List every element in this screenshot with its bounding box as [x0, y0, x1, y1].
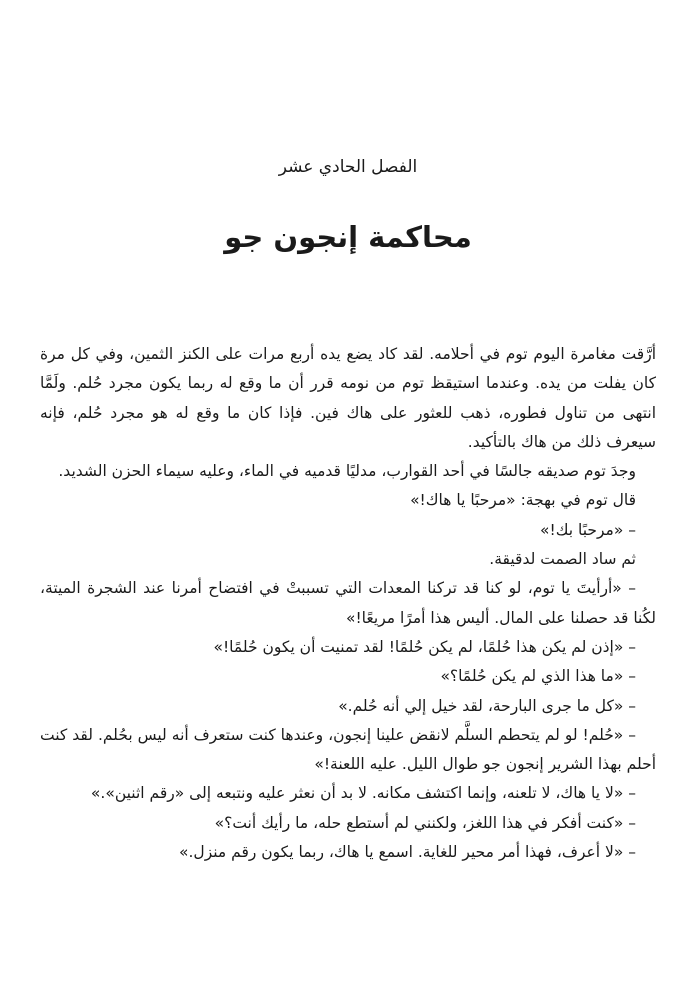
paragraph: قال توم في بهجة: «مرحبًا يا هاك!»	[410, 491, 636, 510]
dialogue-line: – «كنت أفكر في هذا اللغز، ولكنني لم أستطع حله، ما رأيك أنت؟»	[214, 813, 636, 832]
dialogue-line: – «أرأيتَ يا توم، لو كنا قد تركنا المعدات التي تسببتْ في افتضاح أمرنا عند الشجرة الميتة، لكُنا قد حصلنا على المال. أليس هذا أمرًا مريعًا!»	[40, 579, 656, 627]
dialogue-line: – «مرحبًا بك!»	[540, 520, 636, 539]
book-page	[40, 0, 656, 1000]
dialogue-line: – «كل ما جرى البارحة، لقد خيل إلي أنه حُلم.»	[338, 696, 636, 715]
dialogue-line: – «لا يا هاك، لا تلعنه، وإنما اكتشف مكانه. لا بد أن نعثر عليه ونتبعه إلى «رقم اثنين».»	[90, 784, 636, 803]
paragraph: وجدَ توم صديقه جالسًا في أحد القوارب، مدليًا قدميه في الماء، وعليه سيماء الحزن الشديد.	[58, 462, 636, 481]
paragraph: ثم ساد الصمت لدقيقة.	[489, 550, 636, 569]
chapter-title: محاكمة إنجون جو	[224, 220, 472, 254]
dialogue-line: – «لا أعرف، فهذا أمر محير للغاية. اسمع يا هاك، ربما يكون رقم منزل.»	[179, 843, 636, 862]
chapter-body	[40, 340, 656, 867]
chapter-number-label: الفصل الحادي عشر	[278, 157, 418, 177]
dialogue-line: – «حُلم! لو لم يتحطم السلَّم لانقض علينا إنجون، وعندها كنت ستعرف أنه ليس بحُلم. لقد كنت أحلم بهذا الشرير إنجون جو طوال الليل. عليه اللعنة!»	[40, 725, 656, 774]
paragraph: أرَّقت مغامرة اليوم توم في أحلامه. لقد كاد يضع يده أربع مرات على الكنز الثمين، وفي كل مرة كان يفلت من يده. وعندما استيقظ توم من نومه قرر أن ما وقع له ربما يكون مجرد حُلم. ولَمَّا انتهى من تناول فطوره، ذهب للعثور على هاك فين. فإذا كان ما وقع له هو مجرد حُلم، فإنه سيعرف ذلك من هاك بالتأكيد.	[40, 345, 656, 451]
dialogue-line: – «إذن لم يكن هذا حُلمًا، لم يكن حُلمًا! لقد تمنيت أن يكون حُلمًا!»	[213, 637, 636, 656]
dialogue-line: – «ما هذا الذي لم يكن حُلمًا؟»	[440, 667, 636, 686]
